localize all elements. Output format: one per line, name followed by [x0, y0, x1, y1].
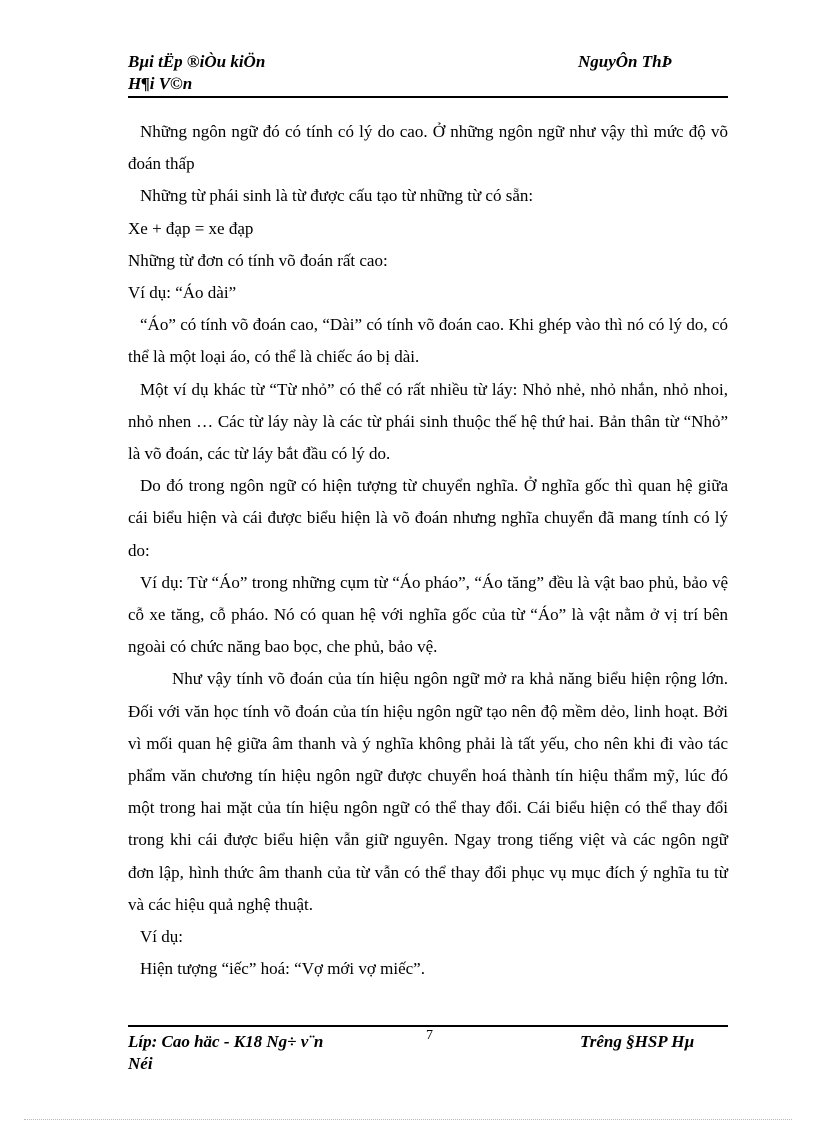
- paragraph: Một ví dụ khác từ “Từ nhỏ” có thể có rất nhiều từ láy: Nhỏ nhẻ, nhỏ nhắn, nhỏ nhoi, nhỏ nhen … Các từ láy này là các từ phái sinh thuộc thế hệ thứ hai. Bản thân từ “Nhỏ” là võ đoán, các từ láy bắt đầu có lý do.: [128, 379, 728, 464]
- paragraph: Ví dụ: Từ “Áo” trong những cụm từ “Áo pháo”, “Áo tăng” đều là vật bao phủ, bảo vệ cỗ xe tăng, cỗ pháo. Nó có quan hệ với nghĩa gốc của từ “Áo” là vật nằm ở vị trí bên ngoài có chức năng bao bọc, che phủ, bảo vệ.: [128, 572, 728, 657]
- paragraph: Do đó trong ngôn ngữ có hiện tượng từ chuyển nghĩa. Ở nghĩa gốc thì quan hệ giữa cái biểu hiện và cái được biểu hiện là võ đoán nhưng nghĩa chuyển đã mang tính có lý do:: [128, 476, 728, 560]
- paragraph: “Áo” có tính võ đoán cao, “Dài” có tính võ đoán cao. Khi ghép vào thì nó có lý do, có thể là một loại áo, có thể là chiếc áo bị dài.: [128, 315, 728, 367]
- footer-left-line2: Néi: [128, 1054, 153, 1073]
- paragraph: Những từ đơn có tính võ đoán rất cao:: [128, 250, 388, 270]
- paragraph: Ví dụ:: [140, 927, 183, 947]
- page-edge-dotted-line: [24, 1119, 792, 1120]
- paragraph: Như vậy tính võ đoán của tín hiệu ngôn ngữ mở ra khả năng biểu hiện rộng lớn. Đối với văn học tính võ đoán của tín hiệu ngôn ngữ tạo nên độ mềm dẻo, linh hoạt. Bởi vì mối quan hệ giữa âm thanh và ý nghĩa không phải là tất yếu, cho nên khi đi vào tác phẩm văn chương tín hiệu ngôn ngữ được chuyển hoá thành tín hiệu thẩm mỹ, lúc đó một trong hai mặt của tín hiệu ngôn ngữ có thể thay đổi. Cái biểu hiện có thể thay đổi trong khi cái được biểu hiện vẫn giữ nguyên. Ngay trong tiếng việt và các ngôn ngữ đơn lập, hình thức âm thanh của từ vẫn có thể thay đổi phục vụ mục đích ý nghĩa tu từ và các hiệu quả nghệ thuật.: [128, 669, 728, 914]
- header-left-line1: Bµi tËp ®iÒu kiÖn: [128, 52, 266, 71]
- page-number: 7: [426, 1028, 433, 1043]
- paragraph: Ví dụ: “Áo dài”: [128, 283, 237, 303]
- paragraph: Hiện tượng “iếc” hoá: “Vợ mới vợ miếc”.: [140, 959, 425, 979]
- footer-right: Trêng §HSP Hµ: [580, 1032, 695, 1051]
- paragraph: Những ngôn ngữ đó có tính có lý do cao. Ở những ngôn ngữ như vậy thì mức độ võ đoán thấp: [128, 122, 728, 174]
- document-body: [128, 116, 728, 985]
- header-rule: [128, 96, 728, 98]
- header-left-line2: H¶i V©n: [128, 74, 193, 93]
- header-right: NguyÔn ThÞ: [578, 52, 672, 71]
- footer-left-line1: Líp: Cao häc - K18 Ng÷ v¨n: [128, 1032, 324, 1051]
- footer-rule: [128, 1025, 728, 1027]
- paragraph: Những từ phái sinh là từ được cấu tạo từ những từ có sẵn:: [140, 186, 534, 206]
- paragraph: Xe + đạp = xe đạp: [128, 218, 254, 238]
